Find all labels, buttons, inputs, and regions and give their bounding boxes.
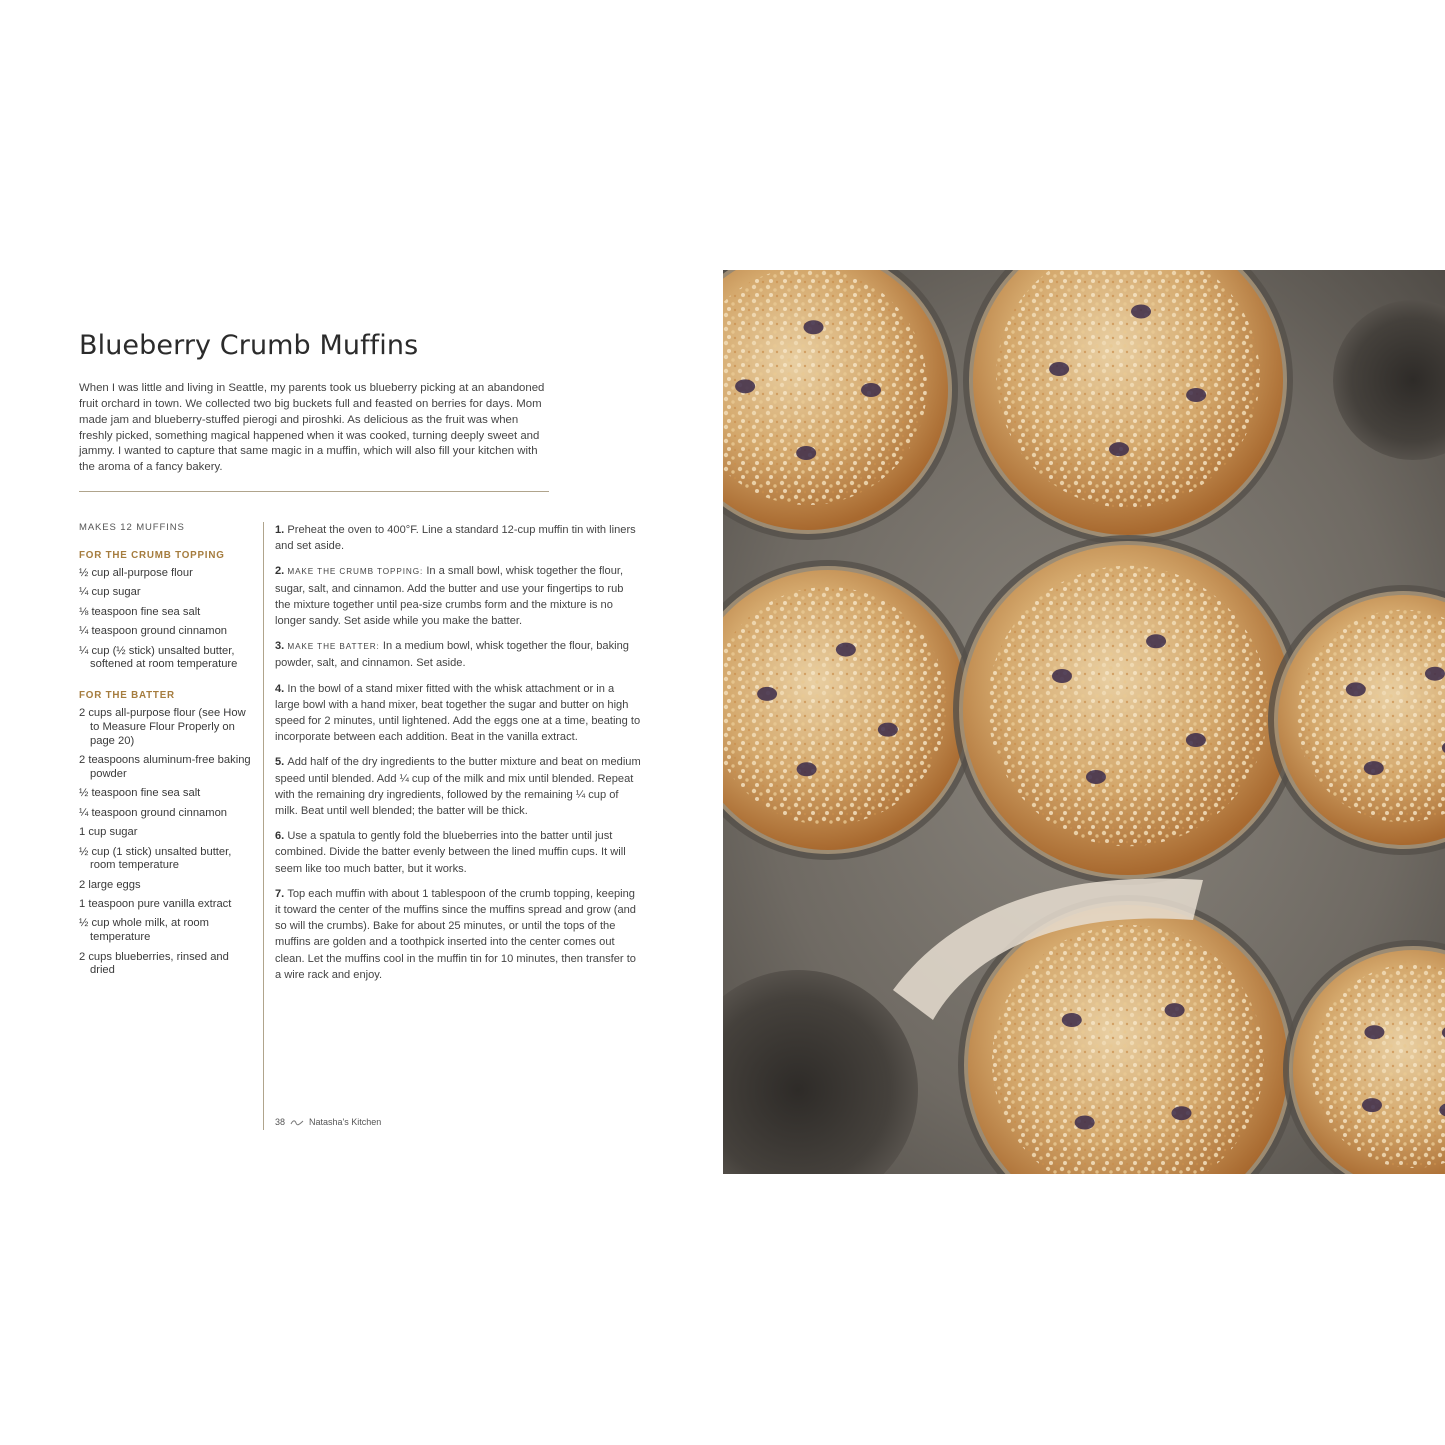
blueberry xyxy=(796,446,816,460)
step-number: 5. xyxy=(275,756,288,769)
step-lead: MAKE THE CRUMB TOPPING: xyxy=(287,567,427,577)
ingredient-item: ¼ teaspoon ground cinnamon xyxy=(79,625,228,638)
blueberry xyxy=(1362,1098,1382,1112)
method-step xyxy=(275,522,641,554)
blueberry xyxy=(1364,1025,1384,1039)
blueberry xyxy=(1131,304,1151,318)
recipe-title: Blueberry Crumb Muffins xyxy=(79,330,419,361)
blueberry xyxy=(1346,682,1366,696)
page-number: 38 xyxy=(275,1117,286,1127)
ingredient-item: 1 cup sugar xyxy=(79,826,138,839)
column-divider xyxy=(263,522,264,1130)
blueberry xyxy=(757,687,777,701)
ingredient-item: ½ cup (1 stick) unsalted butter, room temperature xyxy=(79,845,232,872)
blueberry xyxy=(861,383,881,397)
method-steps xyxy=(275,522,641,992)
method-step xyxy=(275,886,641,983)
topping-heading: FOR THE CRUMB TOPPING xyxy=(79,550,225,561)
ingredient-item: ¼ cup sugar xyxy=(79,586,141,599)
step-text: In a medium bowl, whisk together the flour, baking powder, salt, and cinnamon. Set aside. xyxy=(275,640,629,670)
blueberry xyxy=(1062,1013,1082,1027)
batter-ingredient-list xyxy=(79,707,251,978)
ingredient-item: ⅛ teaspoon fine sea salt xyxy=(79,605,201,618)
ingredient-item: ½ cup all-purpose flour xyxy=(79,567,193,579)
step-text: Preheat the oven to 400°F. Line a standard 12-cup muffin tin with liners and set aside. xyxy=(275,524,636,553)
blueberry xyxy=(1146,634,1166,648)
method-step xyxy=(275,638,641,671)
ingredient-item: ¼ teaspoon ground cinnamon xyxy=(79,806,228,819)
ingredient-item: ¼ cup (½ stick) unsalted butter, softened at room temperature xyxy=(79,644,238,671)
ingredient-item: 2 teaspoons aluminum-free baking powder xyxy=(79,754,251,780)
batter-heading: FOR THE BATTER xyxy=(79,690,175,702)
book-title: Natasha's Kitchen xyxy=(309,1117,382,1127)
topping-ingredient-list xyxy=(79,567,251,672)
ingredient-item: 2 cups all-purpose flour (see How to Measure Flour Properly on page 20) xyxy=(79,707,246,747)
blueberry xyxy=(1165,1003,1185,1017)
step-text: Top each muffin with about 1 tablespoon of the crumb topping, keeping it toward the center of the muffins since the muffins spread and grow (and so will the crumbs). Bake for about 25 minutes, or until the tops of the muffins are golden and a toothpick inserted into the center comes out clean. Let the muffins cool in the muffin tin for 10 minutes, then transfer to a wire rack and enjoy. xyxy=(275,887,636,981)
blueberry xyxy=(1109,442,1129,456)
muffin-photo xyxy=(723,270,1445,1174)
step-number: 7. xyxy=(275,887,288,900)
recipe-intro: When I was little and living in Seattle, my parents took us blueberry picking at an abandoned fruit orchard in town. We collected two big buckets full and feasted on berries for days. Mom made jam and blueberry-stuffed pierogi and piroshki. As delicious as the fruit was when freshly picked, something magical happened when it was cooked, turning deeply sweet and jammy. I wanted to capture that same magic in a muffin, which will also fill your kitchen with the aroma of a fancy bakery. xyxy=(79,382,545,474)
ingredients-column xyxy=(79,520,251,996)
blueberry xyxy=(797,762,817,776)
step-text: Use a spatula to gently fold the blueberries into the batter until just combined. Divide the batter evenly between the lined muffin cups. It will seem like too much batter, but it works. xyxy=(275,830,626,875)
blueberry xyxy=(1186,733,1206,747)
page-footer xyxy=(275,1117,381,1127)
step-text: Add half of the dry ingredients to the butter mixture and beat on medium speed until blended. Add ¼ cup of the milk and mix until blended. Repeat with the remaining dry ingredients, followed by the remaining ¼ cup of milk. Beat until well blended; the batter will be thick. xyxy=(275,756,641,818)
blueberry xyxy=(1049,362,1069,376)
blueberry xyxy=(1086,770,1106,784)
ingredient-item: 1 teaspoon pure vanilla extract xyxy=(79,898,232,911)
blueberry xyxy=(836,643,856,657)
step-number: 4. xyxy=(275,682,288,695)
step-number: 1. xyxy=(275,524,288,536)
blueberry xyxy=(1052,669,1072,683)
method-step xyxy=(275,828,641,877)
method-step xyxy=(275,754,641,819)
blueberry xyxy=(1364,761,1384,775)
blueberry xyxy=(1171,1106,1191,1120)
ingredient-item: 2 large eggs xyxy=(79,878,141,891)
muffin-photo-illustration xyxy=(723,270,1445,1174)
blueberry xyxy=(735,379,755,393)
step-number: 6. xyxy=(275,830,288,843)
recipe-yield: MAKES 12 MUFFINS xyxy=(79,522,185,533)
step-lead: MAKE THE BATTER: xyxy=(287,642,383,652)
method-step xyxy=(275,681,641,746)
ingredient-item: ½ teaspoon fine sea salt xyxy=(79,787,201,800)
signature-icon xyxy=(290,1118,304,1126)
blueberry xyxy=(1425,667,1445,681)
step-text: In the bowl of a stand mixer fitted with the whisk attachment or in a large bowl with a hand mixer, beat together the sugar and butter on high speed for 2 minutes, until lightened. Add the eggs one at a time, beating to incorporate between each addition. Beat in the vanilla extract. xyxy=(275,682,641,744)
ingredient-item: 2 cups blueberries, rinsed and dried xyxy=(79,950,229,977)
step-text: In a small bowl, whisk together the flour, sugar, salt, and cinnamon. Add the butter and use your fingertips to rub the mixture together until pea-size crumbs form and the mixture is no longer sandy. Set aside while you make the batter. xyxy=(275,565,624,628)
ingredient-item: ½ cup whole milk, at room temperature xyxy=(79,917,209,944)
step-number: 3. xyxy=(275,640,288,653)
blueberry xyxy=(1075,1115,1095,1129)
method-step xyxy=(275,563,641,629)
blueberry xyxy=(878,723,898,737)
blueberry xyxy=(1186,388,1206,402)
blueberry xyxy=(804,320,824,334)
crumb-topping xyxy=(988,566,1269,847)
divider xyxy=(79,491,549,492)
step-number: 2. xyxy=(275,565,288,578)
